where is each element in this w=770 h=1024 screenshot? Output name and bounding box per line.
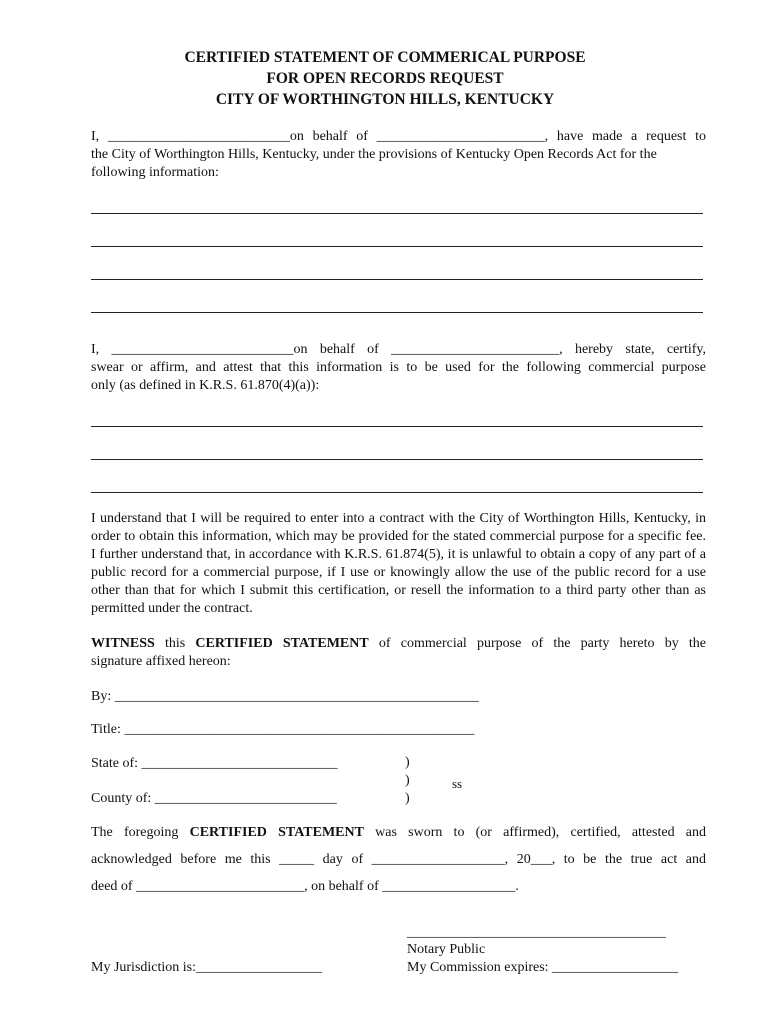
certify-line-1: I, __________________________on behalf of ________________________, hereby state, certify, xyxy=(91,342,706,357)
foregoing-line-2[interactable]: acknowledged before me this _____ day of ___________________, 20___, to be the true act and xyxy=(91,852,706,867)
ss-label: ss xyxy=(452,776,463,791)
certify-line-2: swear or affirm, and attest that this information is to be used for the following commercial purpose xyxy=(91,360,706,375)
witness-bold-label: WITNESS xyxy=(91,636,155,651)
notary-public-label: Notary Public xyxy=(407,942,486,957)
witness-line-1 xyxy=(91,635,706,653)
foregoing-certified-statement: CERTIFIED STATEMENT xyxy=(189,825,364,840)
foregoing-rest: was sworn to (or affirmed), certified, attested and xyxy=(363,825,706,840)
venue-paren-3: ) xyxy=(405,791,410,806)
foregoing-line-3[interactable]: deed of ________________________, on behalf of ___________________. xyxy=(91,879,519,894)
witness-certified-statement: CERTIFIED STATEMENT xyxy=(195,636,369,651)
witness-rest: of commercial purpose of the party hereto by the xyxy=(368,636,706,651)
purpose-blank-line-1[interactable] xyxy=(91,426,703,427)
notary-signature-line[interactable]: _____________________________________ xyxy=(407,925,666,940)
foregoing-line-1 xyxy=(91,824,706,842)
information-blank-line-3[interactable] xyxy=(91,279,703,280)
certify-line-3: only (as defined in K.R.S. 61.870(4)(a)): xyxy=(91,378,320,393)
venue-paren-1: ) xyxy=(405,755,410,770)
request-line-2: the City of Worthington Hills, Kentucky, under the provisions of Kentucky Open Records Act for the xyxy=(91,147,657,162)
purpose-blank-line-2[interactable] xyxy=(91,459,703,460)
state-of-field[interactable]: State of: ____________________________ xyxy=(91,756,338,771)
document-title-line-1: CERTIFIED STATEMENT OF COMMERICAL PURPOSE xyxy=(184,49,586,66)
information-blank-line-2[interactable] xyxy=(91,246,703,247)
foregoing-intro: The foregoing xyxy=(91,825,190,840)
document-title-line-3: CITY OF WORTHINGTON HILLS, KENTUCKY xyxy=(215,91,555,108)
request-line-1: I, __________________________on behalf of ________________________, have made a request to xyxy=(91,129,706,144)
venue-paren-2: ) xyxy=(405,773,410,788)
purpose-blank-line-3[interactable] xyxy=(91,492,703,493)
information-blank-line-4[interactable] xyxy=(91,312,703,313)
information-blank-line-1[interactable] xyxy=(91,213,703,214)
document-title-line-2: FOR OPEN RECORDS REQUEST xyxy=(266,70,504,87)
witness-this: this xyxy=(154,636,196,651)
request-line-3: following information: xyxy=(91,165,219,180)
jurisdiction-field[interactable]: My Jurisdiction is:__________________ xyxy=(91,960,323,975)
understand-paragraph: I understand that I will be required to enter into a contract with the City of Worthington Hills, Kentucky, in order to obtain this information, which may be provided for the stated commercial purpose for a specific fee. I further understand that, in accordance with K.R.S. 61.874(5), it is unlawful to obtain a copy of any part of a public record for a commercial purpose, if I use or knowingly allow the use of the public record for a use other than that for which I submit this certification, or resell the information to a third party other than as permitted under the contract. xyxy=(91,511,706,616)
witness-line-2: signature affixed hereon: xyxy=(91,654,231,669)
title-field[interactable]: Title: __________________________________________________ xyxy=(91,722,475,737)
commission-expires-field[interactable]: My Commission expires: __________________ xyxy=(407,960,679,975)
by-field[interactable]: By: ____________________________________________________ xyxy=(91,689,479,704)
county-of-field[interactable]: County of: __________________________ xyxy=(91,791,337,806)
